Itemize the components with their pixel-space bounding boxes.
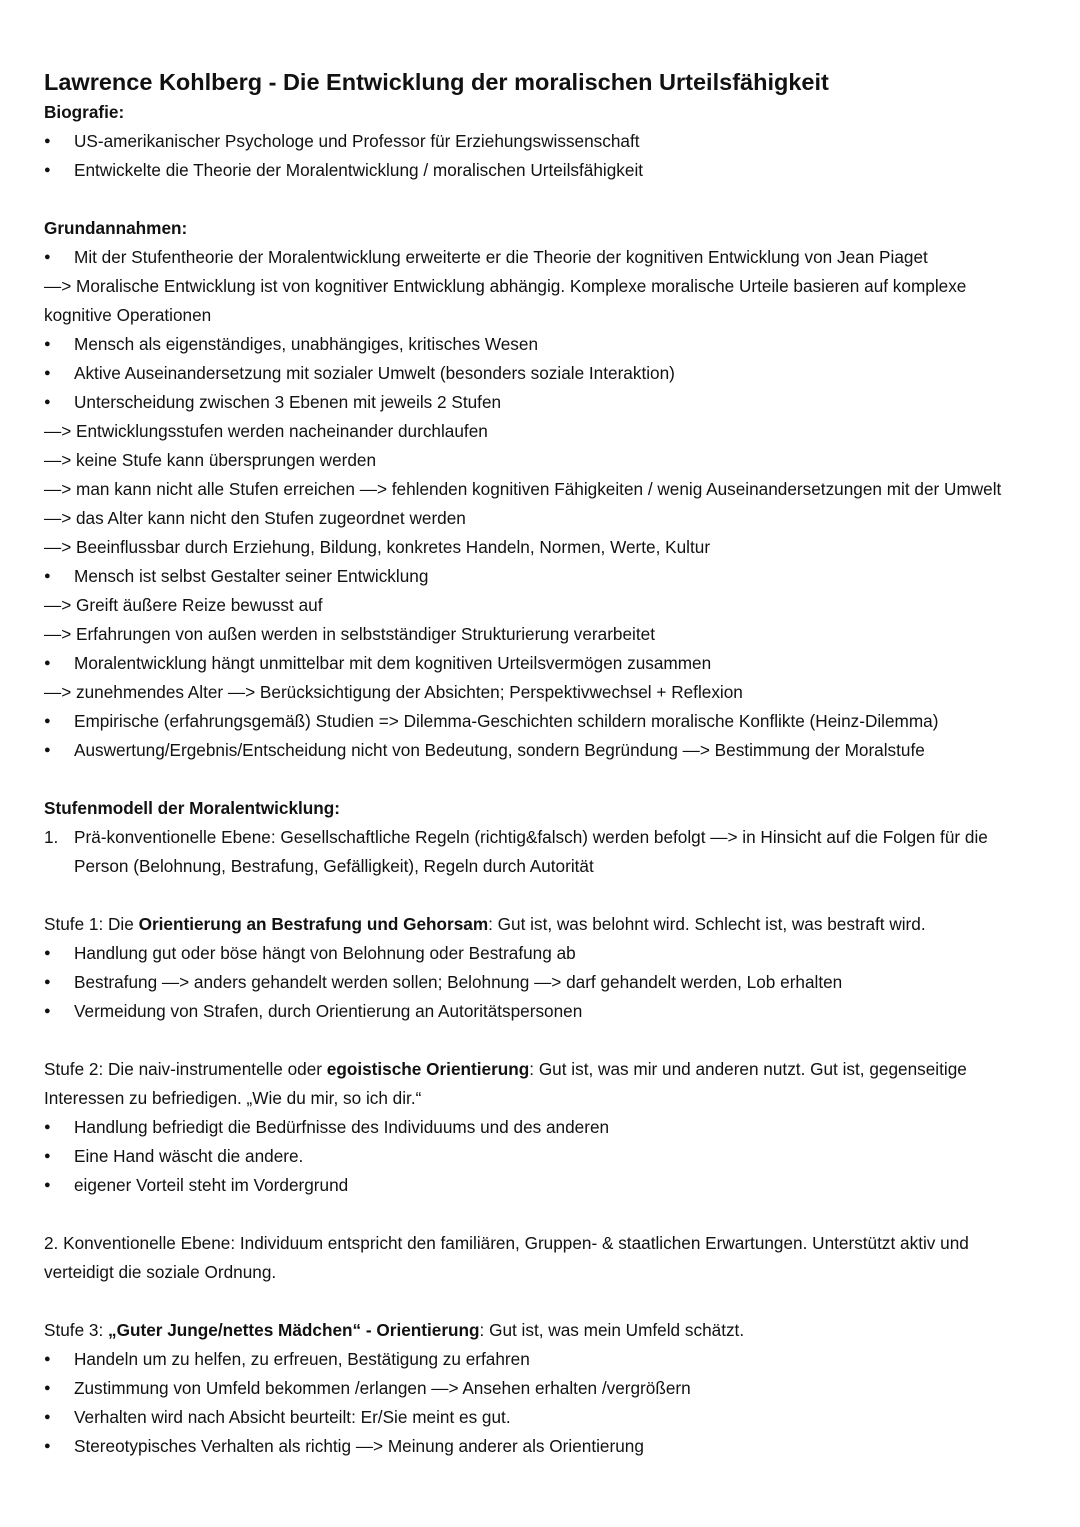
- list-item: ● Aktive Auseinandersetzung mit sozialer Umwelt (besonders soziale Interaktion): [44, 359, 1044, 388]
- stage-2-heading: [44, 1055, 1009, 1113]
- arrow-note: —> Greift äußere Reize bewusst auf: [44, 595, 323, 615]
- list-item: ● Handlung befriedigt die Bedürfnisse des Individuums und des anderen: [44, 1113, 1044, 1142]
- arrow-note: —> Beeinflussbar durch Erziehung, Bildung, konkretes Handeln, Normen, Werte, Kultur: [44, 537, 711, 557]
- section-heading-grundannahmen: Grundannahmen:: [44, 218, 188, 238]
- list-item: ● Unterscheidung zwischen 3 Ebenen mit jeweils 2 Stufen: [44, 388, 1044, 417]
- stage-label: Stufe 3:: [44, 1320, 109, 1340]
- list-item: ● Bestrafung —> anders gehandelt werden sollen; Belohnung —> darf gehandelt werden, Lob erhalten: [44, 968, 1044, 997]
- stage-description: : Gut ist, was belohnt wird. Schlecht ist, was bestraft wird.: [488, 914, 926, 934]
- section-stufenmodell: [44, 794, 1044, 1461]
- stage-3: [44, 1316, 1044, 1461]
- arrow-note: —> man kann nicht alle Stufen erreichen —> fehlenden kognitiven Fähigkeiten / wenig Auseinandersetzungen mit der Umwelt: [44, 479, 1002, 499]
- arrow-note: —> keine Stufe kann übersprungen werden: [44, 450, 377, 470]
- spacer: [44, 881, 1044, 910]
- list-item: ● Mit der Stufentheorie der Moralentwicklung erweiterte er die Theorie der kognitiven Entwicklung von Jean Piaget: [44, 243, 1044, 272]
- list-item: ● Handeln um zu helfen, zu erfreuen, Bestätigung zu erfahren: [44, 1345, 1044, 1374]
- level-2-conventional: 2. Konventionelle Ebene: Individuum entspricht den familiären, Gruppen- & staatlichen Erwartungen. Unterstützt aktiv und verteidigt die soziale Ordnung.: [44, 1233, 969, 1282]
- list-number: 1.: [44, 827, 59, 847]
- stage-description: : Gut ist, was mein Umfeld schätzt.: [479, 1320, 745, 1340]
- spacer: [44, 185, 1044, 214]
- list-item: ● Handlung gut oder böse hängt von Belohnung oder Bestrafung ab: [44, 939, 1044, 968]
- document-title: Lawrence Kohlberg - Die Entwicklung der moralischen Urteilsfähigkeit: [44, 69, 829, 95]
- level-description: Prä-konventionelle Ebene: Gesellschaftliche Regeln (richtig&falsch) werden befolgt —> in Hinsicht auf die Folgen für die Person (Belohnung, Bestrafung, Gefälligkeit), Regeln durch Autorität: [74, 827, 988, 876]
- list-item: ● Vermeidung von Strafen, durch Orientierung an Autoritätspersonen: [44, 997, 1044, 1026]
- stage-2: [44, 1055, 1044, 1200]
- stage-label: Stufe 2: Die naiv-instrumentelle oder: [44, 1059, 327, 1079]
- section-heading-stufenmodell: Stufenmodell der Moralentwicklung:: [44, 798, 341, 818]
- list-item: ● Eine Hand wäscht die andere.: [44, 1142, 1044, 1171]
- section-grundannahmen: [44, 214, 1044, 765]
- list-item: ● Zustimmung von Umfeld bekommen /erlangen —> Ansehen erhalten /vergrößern: [44, 1374, 1044, 1403]
- arrow-note: —> Entwicklungsstufen werden nacheinander durchlaufen: [44, 421, 488, 441]
- stage-name: egoistische Orientierung: [326, 1059, 530, 1079]
- stage-3-heading: [44, 1316, 1044, 1345]
- arrow-note: —> das Alter kann nicht den Stufen zugeordnet werden: [44, 508, 466, 528]
- list-item: ● eigener Vorteil steht im Vordergrund: [44, 1171, 1044, 1200]
- spacer: [44, 1026, 1044, 1055]
- list-item: ● Mensch als eigenständiges, unabhängiges, kritisches Wesen: [44, 330, 1044, 359]
- list-item: ● Moralentwicklung hängt unmittelbar mit dem kognitiven Urteilsvermögen zusammen: [44, 649, 1044, 678]
- list-item: ● Auswertung/Ergebnis/Entscheidung nicht von Bedeutung, sondern Begründung —> Bestimmung der Moralstufe: [44, 736, 1044, 765]
- list-item: ● Mensch ist selbst Gestalter seiner Entwicklung: [44, 562, 1044, 591]
- list-item: ● US-amerikanischer Psychologe und Professor für Erziehungswissenschaft: [44, 127, 1044, 156]
- stage-name: „Guter Junge/nettes Mädchen“ - Orientierung: [108, 1320, 480, 1340]
- list-item: ● Empirische (erfahrungsgemäß) Studien => Dilemma-Geschichten schildern moralische Konflikte (Heinz-Dilemma): [44, 707, 1044, 736]
- spacer: [44, 1200, 1044, 1229]
- section-heading-biografie: Biografie:: [44, 102, 125, 122]
- arrow-note: —> zunehmendes Alter —> Berücksichtigung der Absichten; Perspektivwechsel + Reflexion: [44, 682, 743, 702]
- arrow-note: —> Erfahrungen von außen werden in selbstständiger Strukturierung verarbeitet: [44, 624, 655, 644]
- list-item: ● Entwickelte die Theorie der Moralentwicklung / moralischen Urteilsfähigkeit: [44, 156, 1044, 185]
- section-biografie: [44, 98, 1044, 185]
- arrow-note: —> Moralische Entwicklung ist von kognitiver Entwicklung abhängig. Komplexe moralische Urteile basieren auf komplexe kognitive Operationen: [44, 276, 967, 325]
- stage-1-heading: [44, 910, 1044, 939]
- stage-name: Orientierung an Bestrafung und Gehorsam: [138, 914, 489, 934]
- spacer: [44, 765, 1044, 794]
- list-item: ● Verhalten wird nach Absicht beurteilt: Er/Sie meint es gut.: [44, 1403, 1044, 1432]
- stage-label: Stufe 1: Die: [44, 914, 139, 934]
- stage-1: [44, 910, 1044, 1026]
- spacer: [44, 1287, 1044, 1316]
- document-page: [44, 66, 1044, 1461]
- list-item: ● Stereotypisches Verhalten als richtig —> Meinung anderer als Orientierung: [44, 1432, 1044, 1461]
- level-1-preconventional: [44, 823, 1034, 881]
- stage-description: : Gut ist, was mir und anderen nutzt. Gut ist, gegenseitige Interessen zu befriedigen. „Wie du mir, so ich dir.“: [44, 1059, 967, 1108]
